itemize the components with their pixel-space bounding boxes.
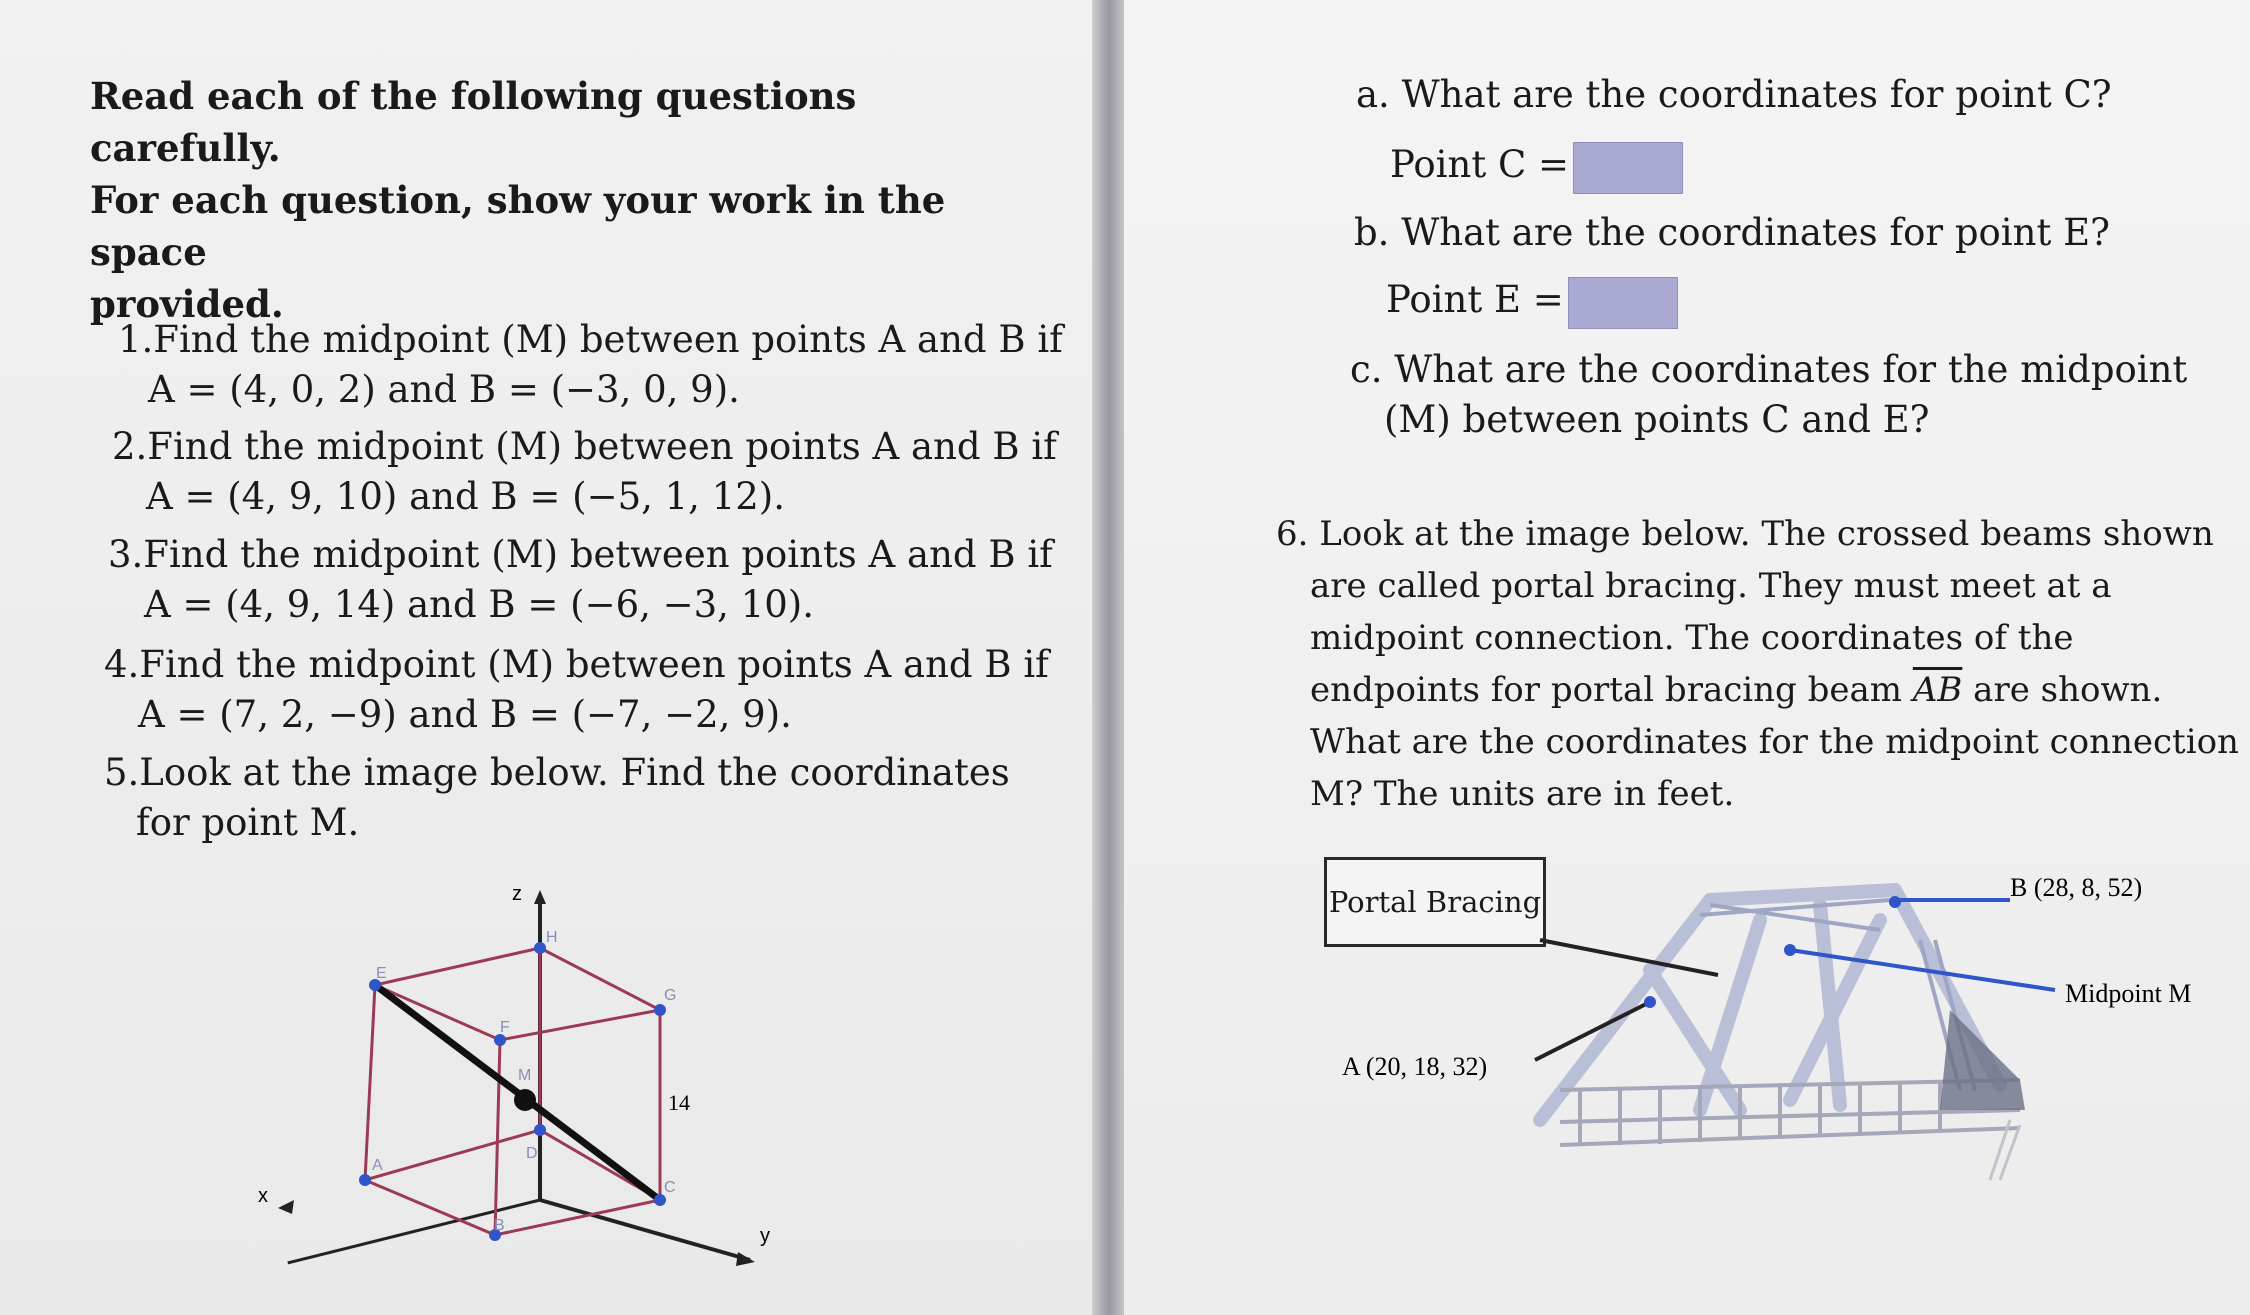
page-gutter (1092, 0, 1124, 1315)
point-c-label: C (664, 1179, 676, 1196)
question-1-line-1: 1.Find the midpoint (M) between points A and B if (118, 318, 1063, 361)
x-axis-label: x (258, 1185, 268, 1207)
question-3-line-1: 3.Find the midpoint (M) between points A and B if (108, 533, 1053, 576)
point-g-label: G (664, 987, 677, 1004)
answer-c-label: Point C = (1390, 143, 1570, 186)
question-3 (108, 530, 1053, 630)
sub-question-b: b. What are the coordinates for point E? (1354, 211, 2110, 254)
question-6-line-5: What are the coordinates for the midpoint connection (1310, 722, 2239, 762)
cube-figure (250, 870, 810, 1280)
z-axis-arrow (534, 890, 546, 904)
x-axis-arrow (278, 1200, 294, 1214)
question-4-line-2: A = (7, 2, −9) and B = (−7, −2, 9). (138, 693, 792, 736)
question-1-line-2: A = (4, 0, 2) and B = (−3, 0, 9). (148, 368, 740, 411)
point-a-label: A (20, 18, 32) (1342, 1052, 1488, 1081)
sub-question-c-line-1: c. What are the coordinates for the midpoint (1350, 348, 2188, 391)
question-6 (1276, 508, 2239, 820)
question-4-line-1: 4.Find the midpoint (M) between points A and B if (104, 643, 1049, 686)
point-e-label: E (376, 965, 387, 982)
question-6-line-1: 6. Look at the image below. The crossed beams shown (1276, 514, 2214, 554)
point-a-label: A (372, 1157, 383, 1174)
question-6-line-4-post: are shown. (1973, 670, 2163, 710)
portal-bracing-box: Portal Bracing (1324, 857, 1546, 947)
question-2 (112, 422, 1057, 522)
dimension-label: 14 (668, 1090, 690, 1115)
question-5 (104, 748, 1010, 848)
answer-e-row (1386, 275, 1678, 329)
question-4 (104, 640, 1049, 740)
point-a-dot (1644, 996, 1656, 1008)
question-5-line-2: for point M. (136, 801, 360, 844)
y-axis-line (540, 1200, 750, 1260)
question-5-line-1: 5.Look at the image below. Find the coordinates (104, 751, 1010, 794)
question-1 (118, 315, 1063, 415)
answer-c-row (1390, 140, 1683, 194)
question-6-line-4 (1310, 664, 2239, 716)
point-h-label: H (546, 929, 558, 946)
midpoint-label: Midpoint M (2065, 979, 2192, 1008)
sub-question-c-line-2: (M) between points C and E? (1384, 398, 1930, 441)
question-6-line-6: M? The units are in feet. (1310, 774, 1735, 814)
segment-ab: $\overline{AB}$ (1912, 670, 1963, 710)
instructions-line-2: For each question, show your work in the space (90, 178, 946, 274)
point-m-label: M (518, 1067, 532, 1084)
sub-question-c (1350, 345, 2187, 445)
midpoint-dot (1784, 944, 1796, 956)
answer-e-label: Point E = (1386, 278, 1564, 321)
point-b-dot (1889, 896, 1901, 908)
z-axis-label: z (512, 883, 522, 905)
point-f-label: F (500, 1019, 510, 1036)
question-2-line-2: A = (4, 9, 10) and B = (−5, 1, 12). (146, 475, 785, 518)
point-b-label: B (494, 1217, 505, 1234)
question-2-line-1: 2.Find the midpoint (M) between points A and B if (112, 425, 1057, 468)
question-3-line-2: A = (4, 9, 14) and B = (−6, −3, 10). (144, 583, 814, 626)
bridge-figure (1320, 860, 2240, 1300)
sub-question-a: a. What are the coordinates for point C? (1356, 73, 2112, 116)
portal-bracing-leader (1540, 940, 1718, 975)
question-6-line-4-pre: endpoints for portal bracing beam (1310, 670, 1902, 710)
instructions-line-3: provided. (90, 282, 284, 326)
point-b-label: B (28, 8, 52) (2010, 873, 2143, 902)
midpoint-m-dot (514, 1089, 536, 1111)
point-d-label: D (526, 1145, 538, 1162)
answer-e-input[interactable] (1568, 277, 1678, 329)
question-6-line-3: midpoint connection. The coordinates of the (1310, 618, 2074, 658)
instructions-line-1: Read each of the following questions carefully. (90, 74, 857, 170)
answer-c-input[interactable] (1573, 142, 1683, 194)
bridge-shadow (1940, 1010, 2025, 1110)
question-6-line-2: are called portal bracing. They must meet at a (1310, 566, 2112, 606)
instructions (90, 70, 990, 330)
y-axis-arrow (736, 1252, 755, 1266)
y-axis-label: y (760, 1225, 770, 1247)
